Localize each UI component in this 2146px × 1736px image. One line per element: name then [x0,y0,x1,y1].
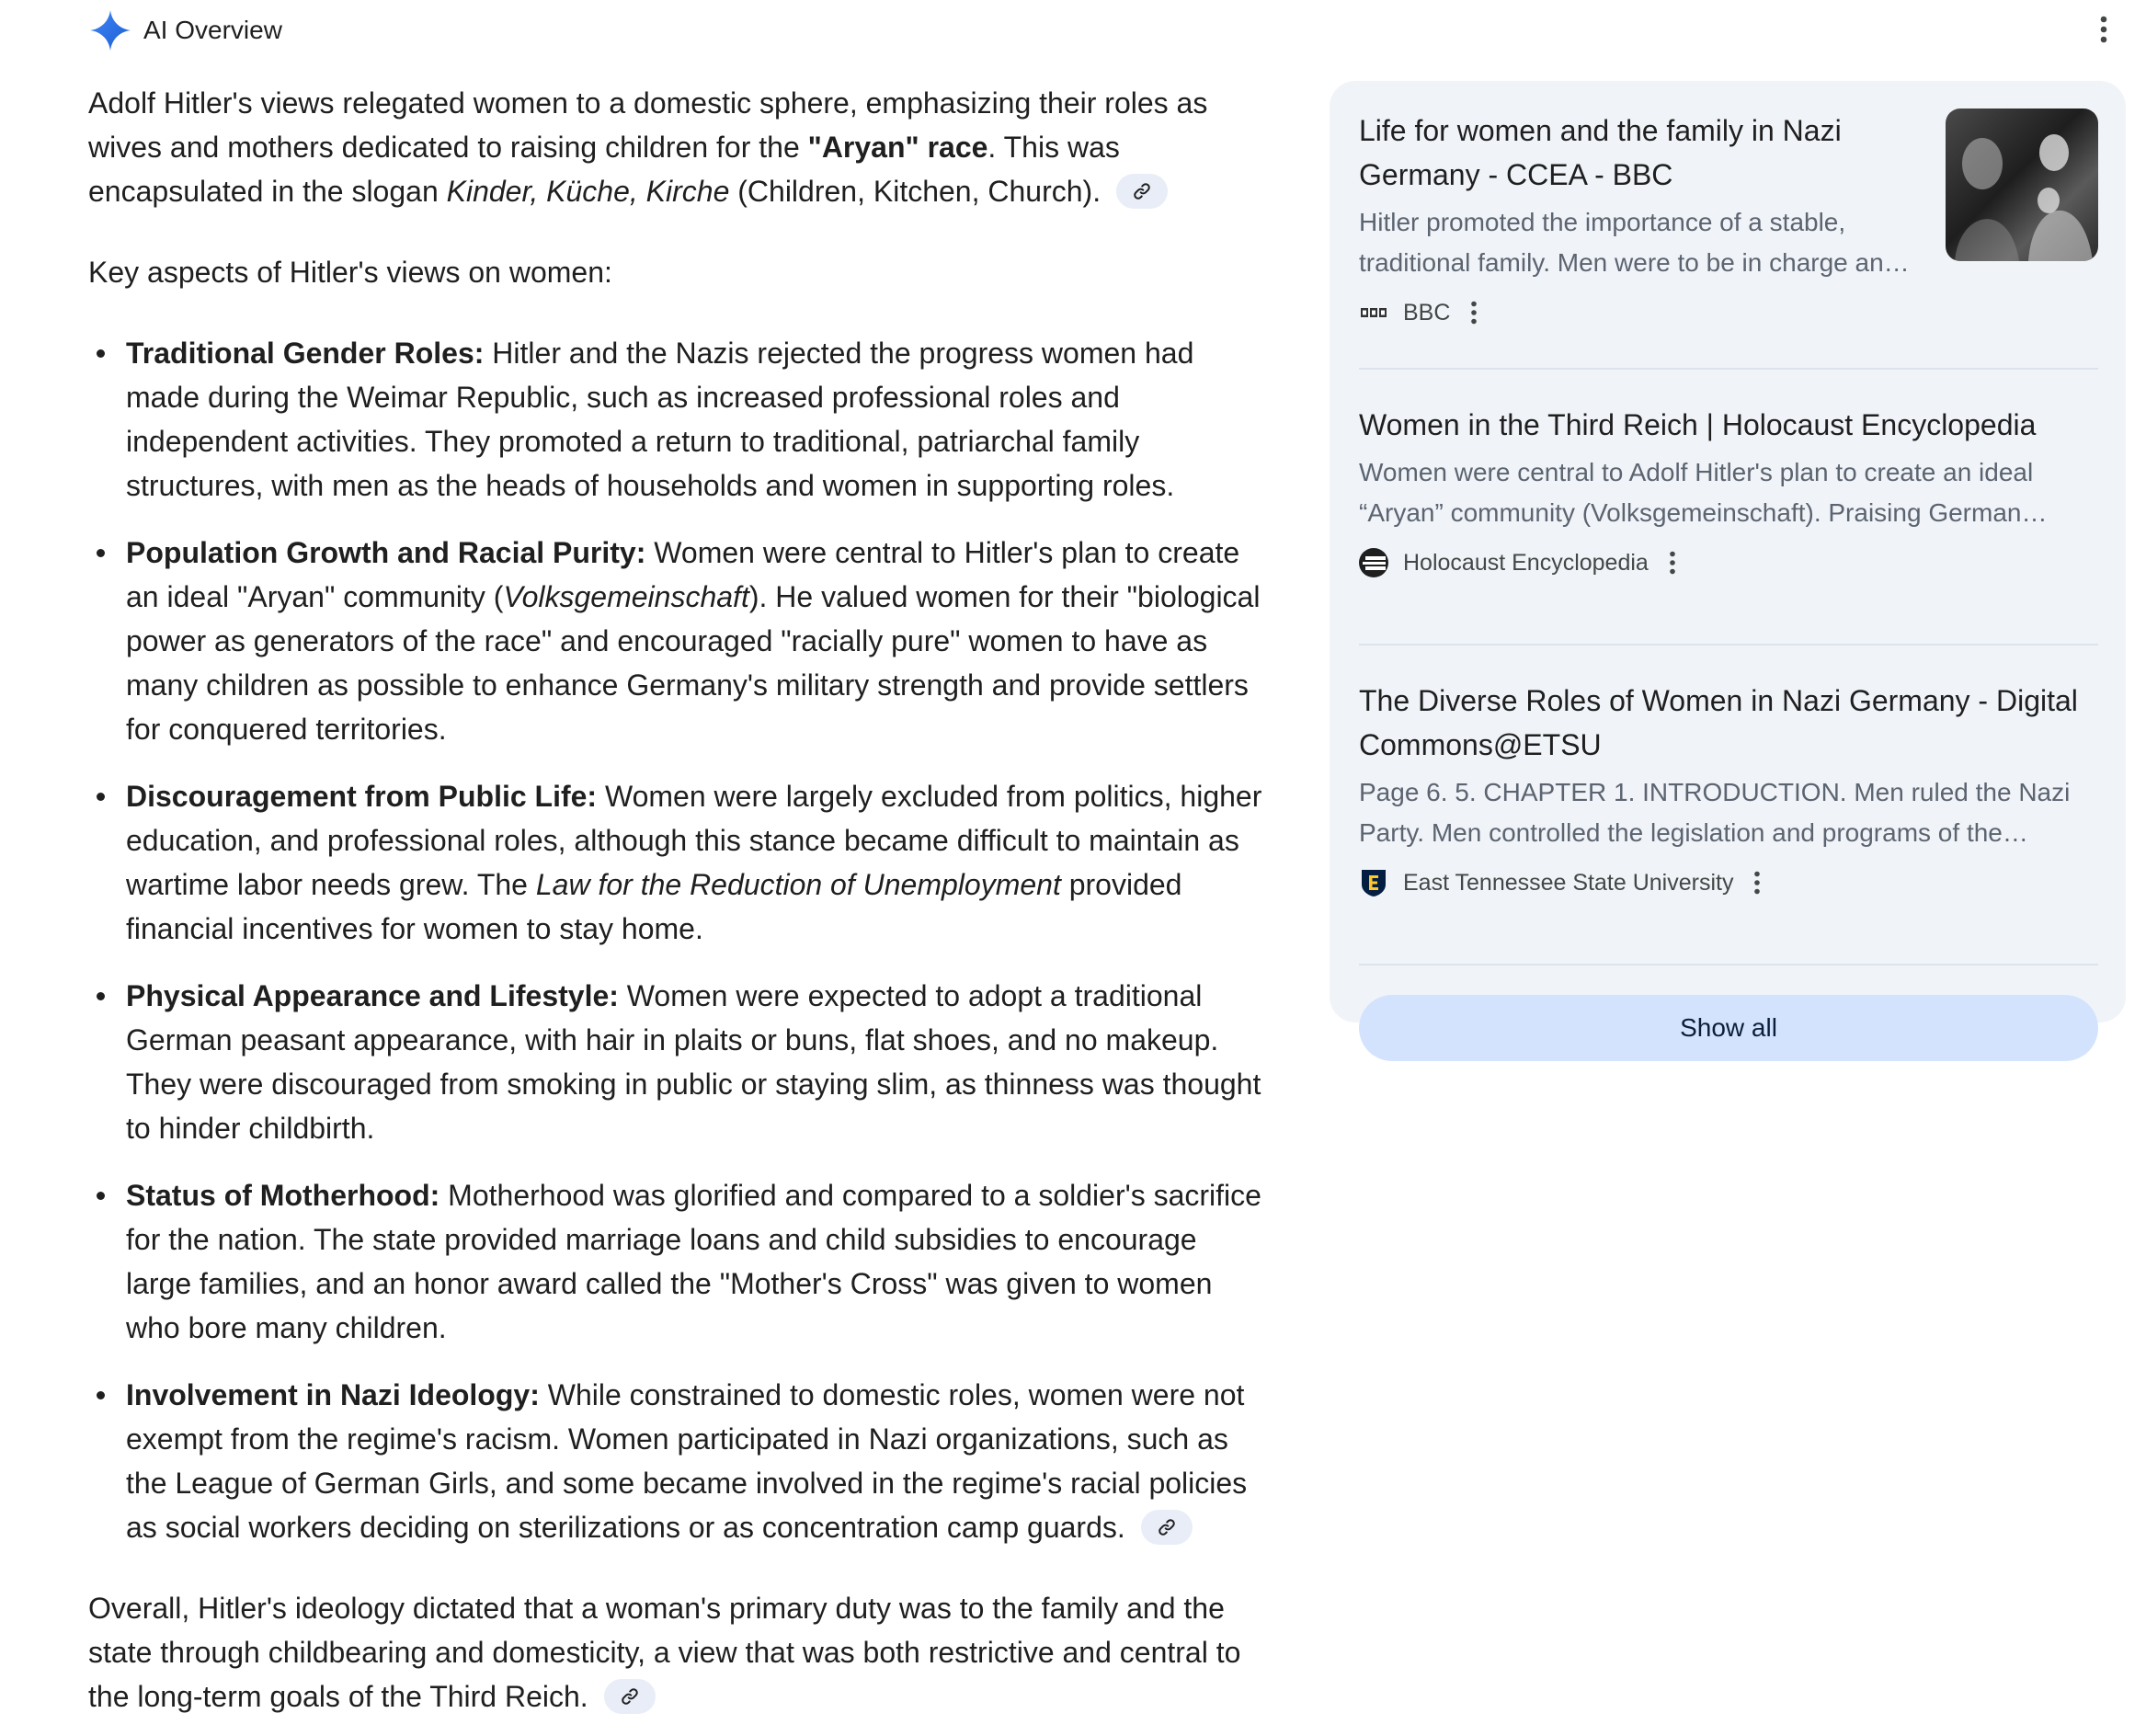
sparkle-icon [88,8,132,52]
sources-panel [1330,81,2126,1042]
link-icon [1157,1517,1177,1537]
source-meta [1359,294,2098,331]
source-thumbnail-image[interactable] [1946,108,2098,261]
source-site-name: BBC [1403,299,1451,326]
source-more-button[interactable] [1669,551,1676,575]
ai-overview-title: AI Overview [143,16,282,44]
source-more-button[interactable] [1753,871,1761,895]
source-meta [1359,544,2098,581]
list-item: Traditional Gender Roles: Hitler and the Nazis rejected the progress women had made during the Weimar Republic, such as increased professional roles and independent activities. They promoted a return to traditional, patriarchal family structures, with men as the heads of households and women in supporting roles. [126,331,1265,508]
source-meta [1359,864,2098,901]
show-all-button[interactable]: Show all [1359,995,2098,1061]
citation-link-button[interactable] [604,1679,656,1714]
more-vert-icon [1470,301,1478,325]
link-icon [1132,181,1152,201]
citation-link-button[interactable] [1141,1510,1193,1545]
source-title[interactable]: Life for women and the family in Nazi Germany - CCEA - BBC [1359,114,1842,191]
intro-paragraph: Adolf Hitler's views relegated women to a domestic sphere, emphasizing their roles as wives and mothers dedicated to raising children for the "Aryan" race. This was encapsulated in the slogan Kinder, Küche, Kirche (Children, Kitchen, Church). [88,86,1208,208]
source-card-holocaust-encyclopedia[interactable] [1359,403,2098,645]
list-item: Involvement in Nazi Ideology: While constrained to domestic roles, women were not exempt from the regime's racism. Women participated in Nazi organizations, such as the League of German Girls, and some became involved in the regime's racial policies as social workers deciding on sterilizations or as concentration camp guards. [126,1373,1265,1549]
source-card-etsu[interactable] [1359,679,2098,965]
overview-body [88,81,1265,1719]
source-snippet: Women were central to Adolf Hitler's plan to create an ideal “Aryan” community (Volksgemeinschaft). Praising German… [1359,458,2048,527]
more-vert-icon [2099,16,2108,43]
bbc-logo-icon [1359,298,1388,327]
source-snippet: Page 6. 5. CHAPTER 1. INTRODUCTION. Men ruled the Nazi Party. Men controlled the legislation and programs of the… [1359,778,2071,847]
source-card-bbc[interactable] [1359,108,2098,370]
source-site-name: East Tennessee State University [1403,869,1734,896]
list-item: Discouragement from Public Life: Women were largely excluded from politics, higher education, and professional roles, although this stance became difficult to maintain as wartime labor needs grew. The Law for the Reduction of Unemployment provided financial incentives for women to stay home. [126,774,1265,951]
list-item: Physical Appearance and Lifestyle: Women were expected to adopt a traditional German peasant appearance, with hair in plaits or buns, flat shoes, and no makeup. They were discouraged from smoking in public or staying slim, as thinness was thought to hinder childbirth. [126,974,1265,1150]
source-title[interactable]: Women in the Third Reich | Holocaust Encyclopedia [1359,408,2037,441]
key-aspects-list [88,331,1265,1549]
more-vert-icon [1669,551,1676,575]
conclusion-paragraph: Overall, Hitler's ideology dictated that a woman's primary duty was to the family and the state through childbearing and domesticity, a view that was both restrictive and central to the long-term goals of the Third Reich. [88,1592,1241,1713]
source-more-button[interactable] [1470,301,1478,325]
citation-link-button[interactable] [1116,174,1168,209]
more-options-button[interactable] [2087,13,2120,46]
list-item: Population Growth and Racial Purity: Women were central to Hitler's plan to create an ideal "Aryan" community (Volksgemeinschaft). He valued women for their "biological power as generators of the race" and encouraged "racially pure" women to have as many children as possible to enhance Germany's military strength and provide settlers for conquered territories. [126,531,1265,751]
ai-overview-header [88,7,282,53]
holocaust-logo-icon [1359,548,1388,577]
more-vert-icon [1753,871,1761,895]
etsu-logo-icon [1359,868,1388,897]
link-icon [620,1686,640,1707]
list-item: Status of Motherhood: Motherhood was glorified and compared to a soldier's sacrifice for the nation. The state provided marriage loans and child subsidies to encourage large families, and an honor award called the "Mother's Cross" was given to women who bore many children. [126,1173,1265,1350]
key-aspects-heading: Key aspects of Hitler's views on women: [88,256,612,289]
source-site-name: Holocaust Encyclopedia [1403,549,1649,576]
source-snippet: Hitler promoted the importance of a stable, traditional family. Men were to be in charge an… [1359,208,1910,277]
source-title[interactable]: The Diverse Roles of Women in Nazi Germany - Digital Commons@ETSU [1359,684,2078,761]
